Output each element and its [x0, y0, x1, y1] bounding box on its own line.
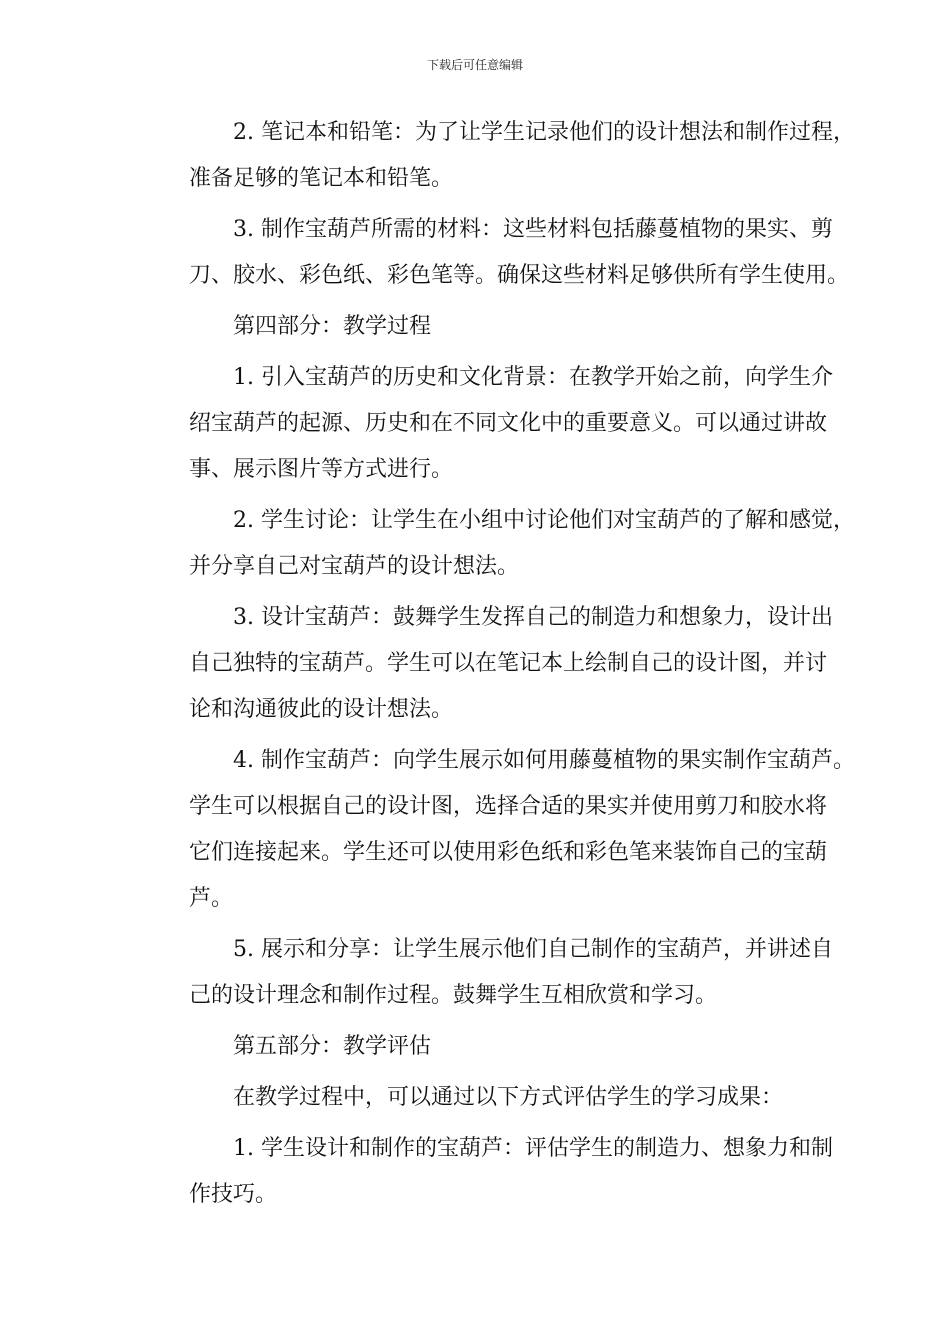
- paragraph-line: 刀、胶水、彩色纸、彩色笔等。确保这些材料足够供所有学生使用。: [189, 263, 850, 288]
- paragraph-line: 1. 学生设计和制作的宝葫芦：评估学生的制造力、想象力和制: [233, 1136, 833, 1161]
- paragraph-design-gourd: [145, 595, 833, 733]
- paragraph-evaluation-item-1: [145, 1126, 833, 1218]
- page-header: 下载后可任意编辑: [426, 58, 523, 72]
- section-heading-teaching-process: [145, 304, 821, 350]
- paragraph-line: 作技巧。: [189, 1182, 278, 1207]
- section-heading-teaching-evaluation: [145, 1024, 821, 1070]
- paragraph-line: 5. 展示和分享：让学生展示他们自己制作的宝葫芦，并讲述自: [233, 937, 833, 962]
- paragraph-line: 准备足够的笔记本和铅笔。: [189, 166, 454, 191]
- paragraph-notebook-pencil: [145, 110, 855, 202]
- paragraph-line: 学生可以根据自己的设计图，选择合适的果实并使用剪刀和胶水将: [189, 794, 828, 819]
- paragraph-line: 自己独特的宝葫芦。学生可以在笔记本上绘制自己的设计图，并讨: [189, 651, 828, 676]
- paragraph-line: 事、展示图片等方式进行。: [189, 457, 454, 482]
- paragraph-line: 2. 笔记本和铅笔：为了让学生记录他们的设计想法和制作过程，: [233, 120, 855, 145]
- paragraph-line: 3. 制作宝葫芦所需的材料：这些材料包括藤蔓植物的果实、剪: [233, 217, 833, 242]
- paragraph-line: 1. 引入宝葫芦的历史和文化背景：在教学开始之前，向学生介: [233, 365, 833, 390]
- paragraph-line: 论和沟通彼此的设计想法。: [189, 697, 454, 722]
- paragraph-line: 2. 学生讨论：让学生在小组中讨论他们对宝葫芦的了解和感觉，: [233, 508, 855, 533]
- paragraph-line: 并分享自己对宝葫芦的设计想法。: [189, 554, 520, 579]
- paragraph-line: 己的设计理念和制作过程。鼓舞学生互相欣赏和学习。: [189, 983, 718, 1008]
- section-heading: 第五部分：教学评估: [233, 1034, 432, 1059]
- paragraph-line: 它们连接起来。学生还可以使用彩色纸和彩色笔来装饰自己的宝葫: [189, 840, 828, 865]
- paragraph-introduce-history: [145, 355, 833, 493]
- paragraph-line: 3. 设计宝葫芦：鼓舞学生发挥自己的制造力和想象力，设计出: [233, 605, 833, 630]
- paragraph-materials: [145, 207, 850, 299]
- paragraph-show-and-share: [145, 927, 833, 1019]
- paragraph-line: 芦。: [189, 886, 234, 911]
- paragraph-line: 4. 制作宝葫芦：向学生展示如何用藤蔓植物的果实制作宝葫芦。: [233, 748, 855, 773]
- paragraph-evaluation-intro: [145, 1075, 821, 1121]
- paragraph-line: 绍宝葫芦的起源、历史和在不同文化中的重要意义。可以通过讲故: [189, 411, 828, 436]
- paragraph-student-discussion: [145, 498, 855, 590]
- paragraph-line: 在教学过程中，可以通过以下方式评估学生的学习成果：: [233, 1085, 784, 1110]
- document-body: [145, 110, 855, 1223]
- section-heading: 第四部分：教学过程: [233, 314, 432, 339]
- paragraph-make-gourd: [145, 738, 855, 922]
